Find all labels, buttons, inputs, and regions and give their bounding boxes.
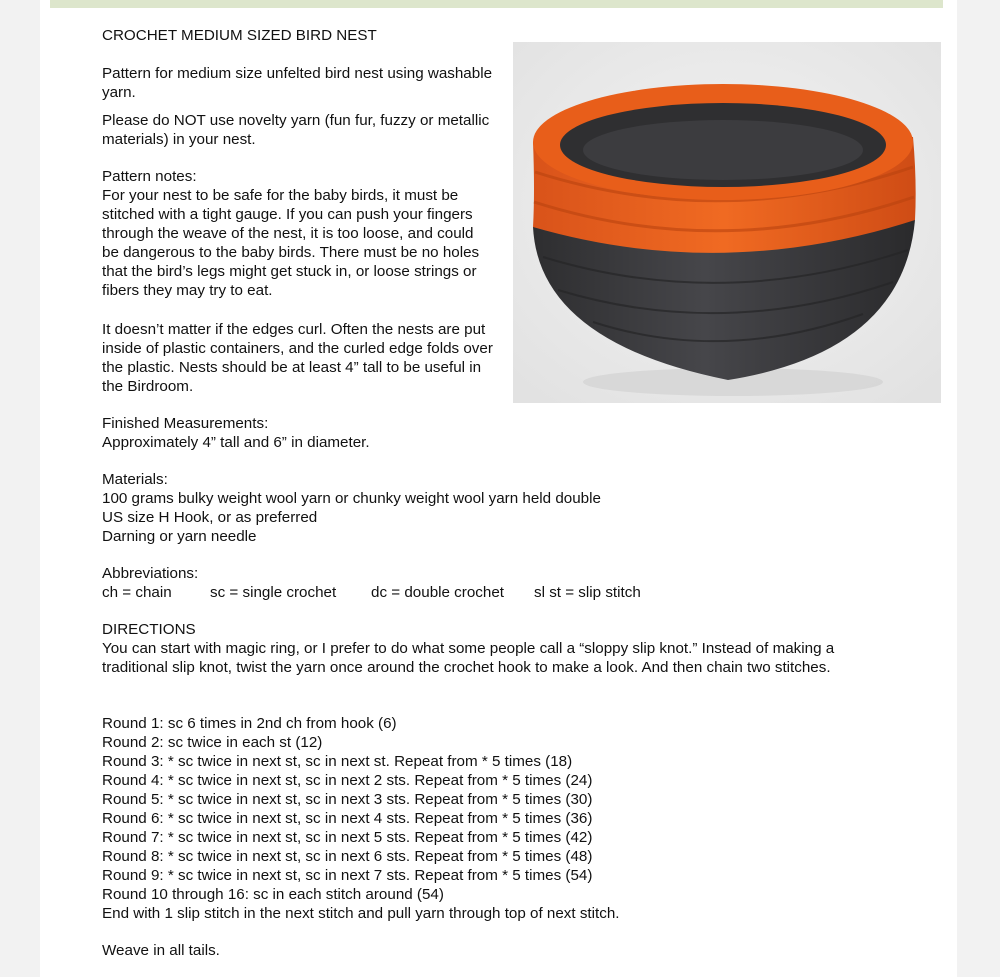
round-line: Round 6: * sc twice in next st, sc in next 4 sts. Repeat from * 5 times (36) bbox=[102, 810, 593, 827]
directions-heading: DIRECTIONS bbox=[102, 621, 196, 638]
round-line: End with 1 slip stitch in the next stitch and pull yarn through top of next stitch. bbox=[102, 905, 620, 922]
abbreviations-list bbox=[102, 583, 862, 620]
document-page bbox=[40, 0, 957, 977]
intro-paragraph: Pattern for medium size unfelted bird nest using washable yarn. bbox=[102, 65, 493, 101]
abbreviations-heading: Abbreviations: bbox=[102, 565, 199, 582]
top-accent-bar bbox=[50, 0, 943, 8]
abbreviation-item: ch = chain bbox=[102, 584, 172, 601]
round-line: Round 9: * sc twice in next st, sc in next 7 sts. Repeat from * 5 times (54) bbox=[102, 867, 593, 884]
abbreviation-item: dc = double crochet bbox=[371, 584, 504, 601]
abbreviation-item: sl st = slip stitch bbox=[534, 584, 641, 601]
round-line: Round 7: * sc twice in next st, sc in next 5 sts. Repeat from * 5 times (42) bbox=[102, 829, 593, 846]
materials-item: 100 grams bulky weight wool yarn or chunky weight wool yarn held double bbox=[102, 490, 601, 507]
round-line: Round 5: * sc twice in next st, sc in next 3 sts. Repeat from * 5 times (30) bbox=[102, 791, 593, 808]
pattern-notes-heading: Pattern notes: bbox=[102, 168, 197, 185]
materials-item: Darning or yarn needle bbox=[102, 528, 257, 545]
document-title: CROCHET MEDIUM SIZED BIRD NEST bbox=[102, 27, 377, 44]
pattern-text bbox=[102, 26, 862, 960]
pattern-notes-body: For your nest to be safe for the baby birds, it must be stitched with a tight gauge. If you can push your fingers through the weave of the nest, it is too loose, and could be dangerous to the baby birds. There must be no holes that the bird’s legs might get stuck in, or loose strings or fibers they may try to eat. bbox=[102, 187, 480, 299]
round-line: Round 2: sc twice in each st (12) bbox=[102, 734, 323, 751]
edges-note-paragraph: It doesn’t matter if the edges curl. Often the nests are put inside of plastic containers, and the curled edge folds over the plastic. Nests should be at least 4” tall to be useful in the Birdroom. bbox=[102, 321, 493, 395]
materials-item: US size H Hook, or as preferred bbox=[102, 509, 318, 526]
rounds-list bbox=[102, 714, 862, 941]
directions-body: You can start with magic ring, or I prefer to do what some people call a “sloppy slip knot.” Instead of making a traditional slip knot, twist the yarn once around the crochet hook to make a look. And then chain two stitches. bbox=[102, 640, 835, 676]
warning-paragraph: Please do NOT use novelty yarn (fun fur, fuzzy or metallic materials) in your nest. bbox=[102, 112, 490, 148]
round-line: Round 4: * sc twice in next st, sc in next 2 sts. Repeat from * 5 times (24) bbox=[102, 772, 593, 789]
closing-line: Weave in all tails. bbox=[102, 942, 220, 959]
round-line: Round 1: sc 6 times in 2nd ch from hook (6) bbox=[102, 715, 397, 732]
round-line: Round 3: * sc twice in next st, sc in next st. Repeat from * 5 times (18) bbox=[102, 753, 573, 770]
round-line: Round 10 through 16: sc in each stitch around (54) bbox=[102, 886, 444, 903]
round-line: Round 8: * sc twice in next st, sc in next 6 sts. Repeat from * 5 times (48) bbox=[102, 848, 593, 865]
finished-body: Approximately 4” tall and 6” in diameter. bbox=[102, 434, 370, 451]
materials-heading: Materials: bbox=[102, 471, 168, 488]
finished-heading: Finished Measurements: bbox=[102, 415, 269, 432]
abbreviation-item: sc = single crochet bbox=[210, 584, 337, 601]
